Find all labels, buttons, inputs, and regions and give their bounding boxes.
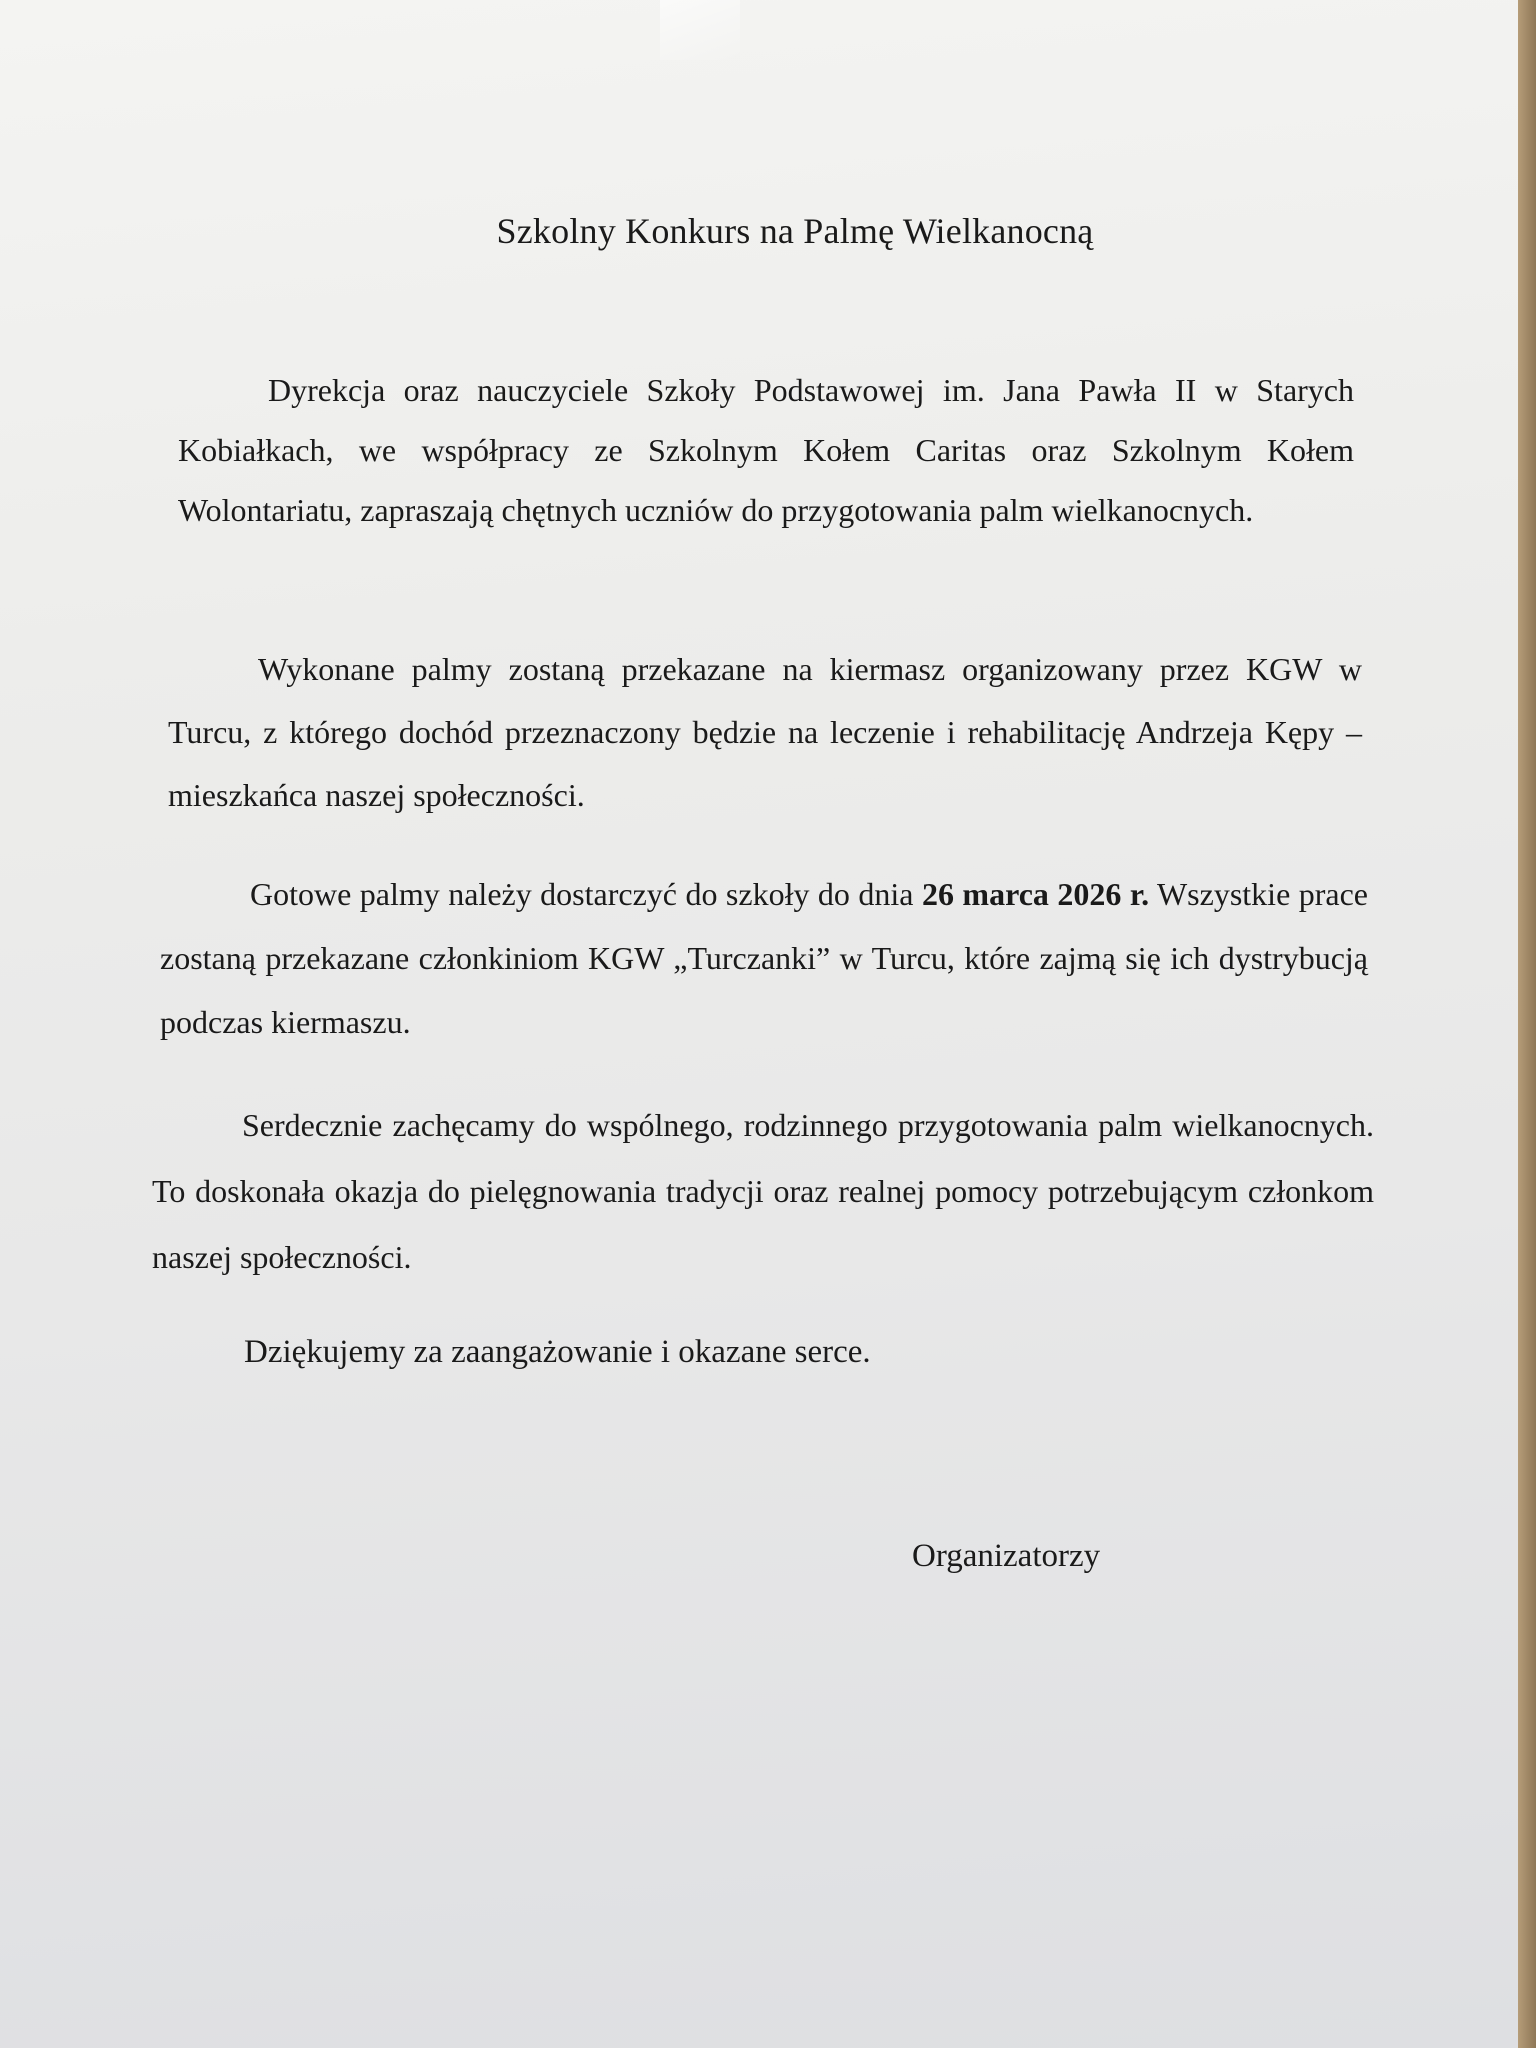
paragraph-deadline bbox=[160, 862, 1368, 1054]
signature: Organizatorzy bbox=[912, 1538, 1101, 1574]
table-edge bbox=[1518, 0, 1536, 2048]
paragraph-deadline-rest: Wszystkie prace zostaną przekazane członkiniom KGW „Turczanki” w Turcu, które zajmą się ich dystrybucją podczas kiermaszu. bbox=[160, 876, 1369, 1040]
paragraph-invitation bbox=[178, 360, 1354, 540]
paragraph-thanks: Dziękujemy za zaangażowanie i okazane serce. bbox=[244, 1334, 871, 1370]
paragraph-fair bbox=[168, 638, 1362, 827]
paper-fold bbox=[660, 0, 740, 60]
paragraph-deadline-text: Gotowe palmy należy dostarczyć do szkoły do dnia bbox=[250, 876, 922, 912]
paragraph-encouragement bbox=[152, 1092, 1374, 1290]
paragraph-encouragement-text: Serdecznie zachęcamy do wspólnego, rodzinnego przygotowania palm wielkanocnych. To doskonała okazja do pielęgnowania tradycji oraz realnej pomocy potrzebującym członkom naszej społeczności. bbox=[152, 1107, 1374, 1275]
document-title: Szkolny Konkurs na Palmę Wielkanocną bbox=[496, 211, 1094, 251]
deadline-date: 26 marca 2026 r. bbox=[921, 876, 1150, 912]
paragraph-invitation-text: Dyrekcja oraz nauczyciele Szkoły Podstawowej im. Jana Pawła II w Starych Kobiałkach, we współpracy ze Szkolnym Kołem Caritas oraz Szkolnym Kołem Wolontariatu, zapraszają chętnych uczniów do przygotowania palm wielkanocnych. bbox=[178, 372, 1354, 528]
paragraph-fair-text: Wykonane palmy zostaną przekazane na kiermasz organizowany przez KGW w Turcu, z którego dochód przeznaczony będzie na leczenie i rehabilitację Andrzeja Kępy – mieszkańca naszej społeczności. bbox=[168, 651, 1362, 813]
